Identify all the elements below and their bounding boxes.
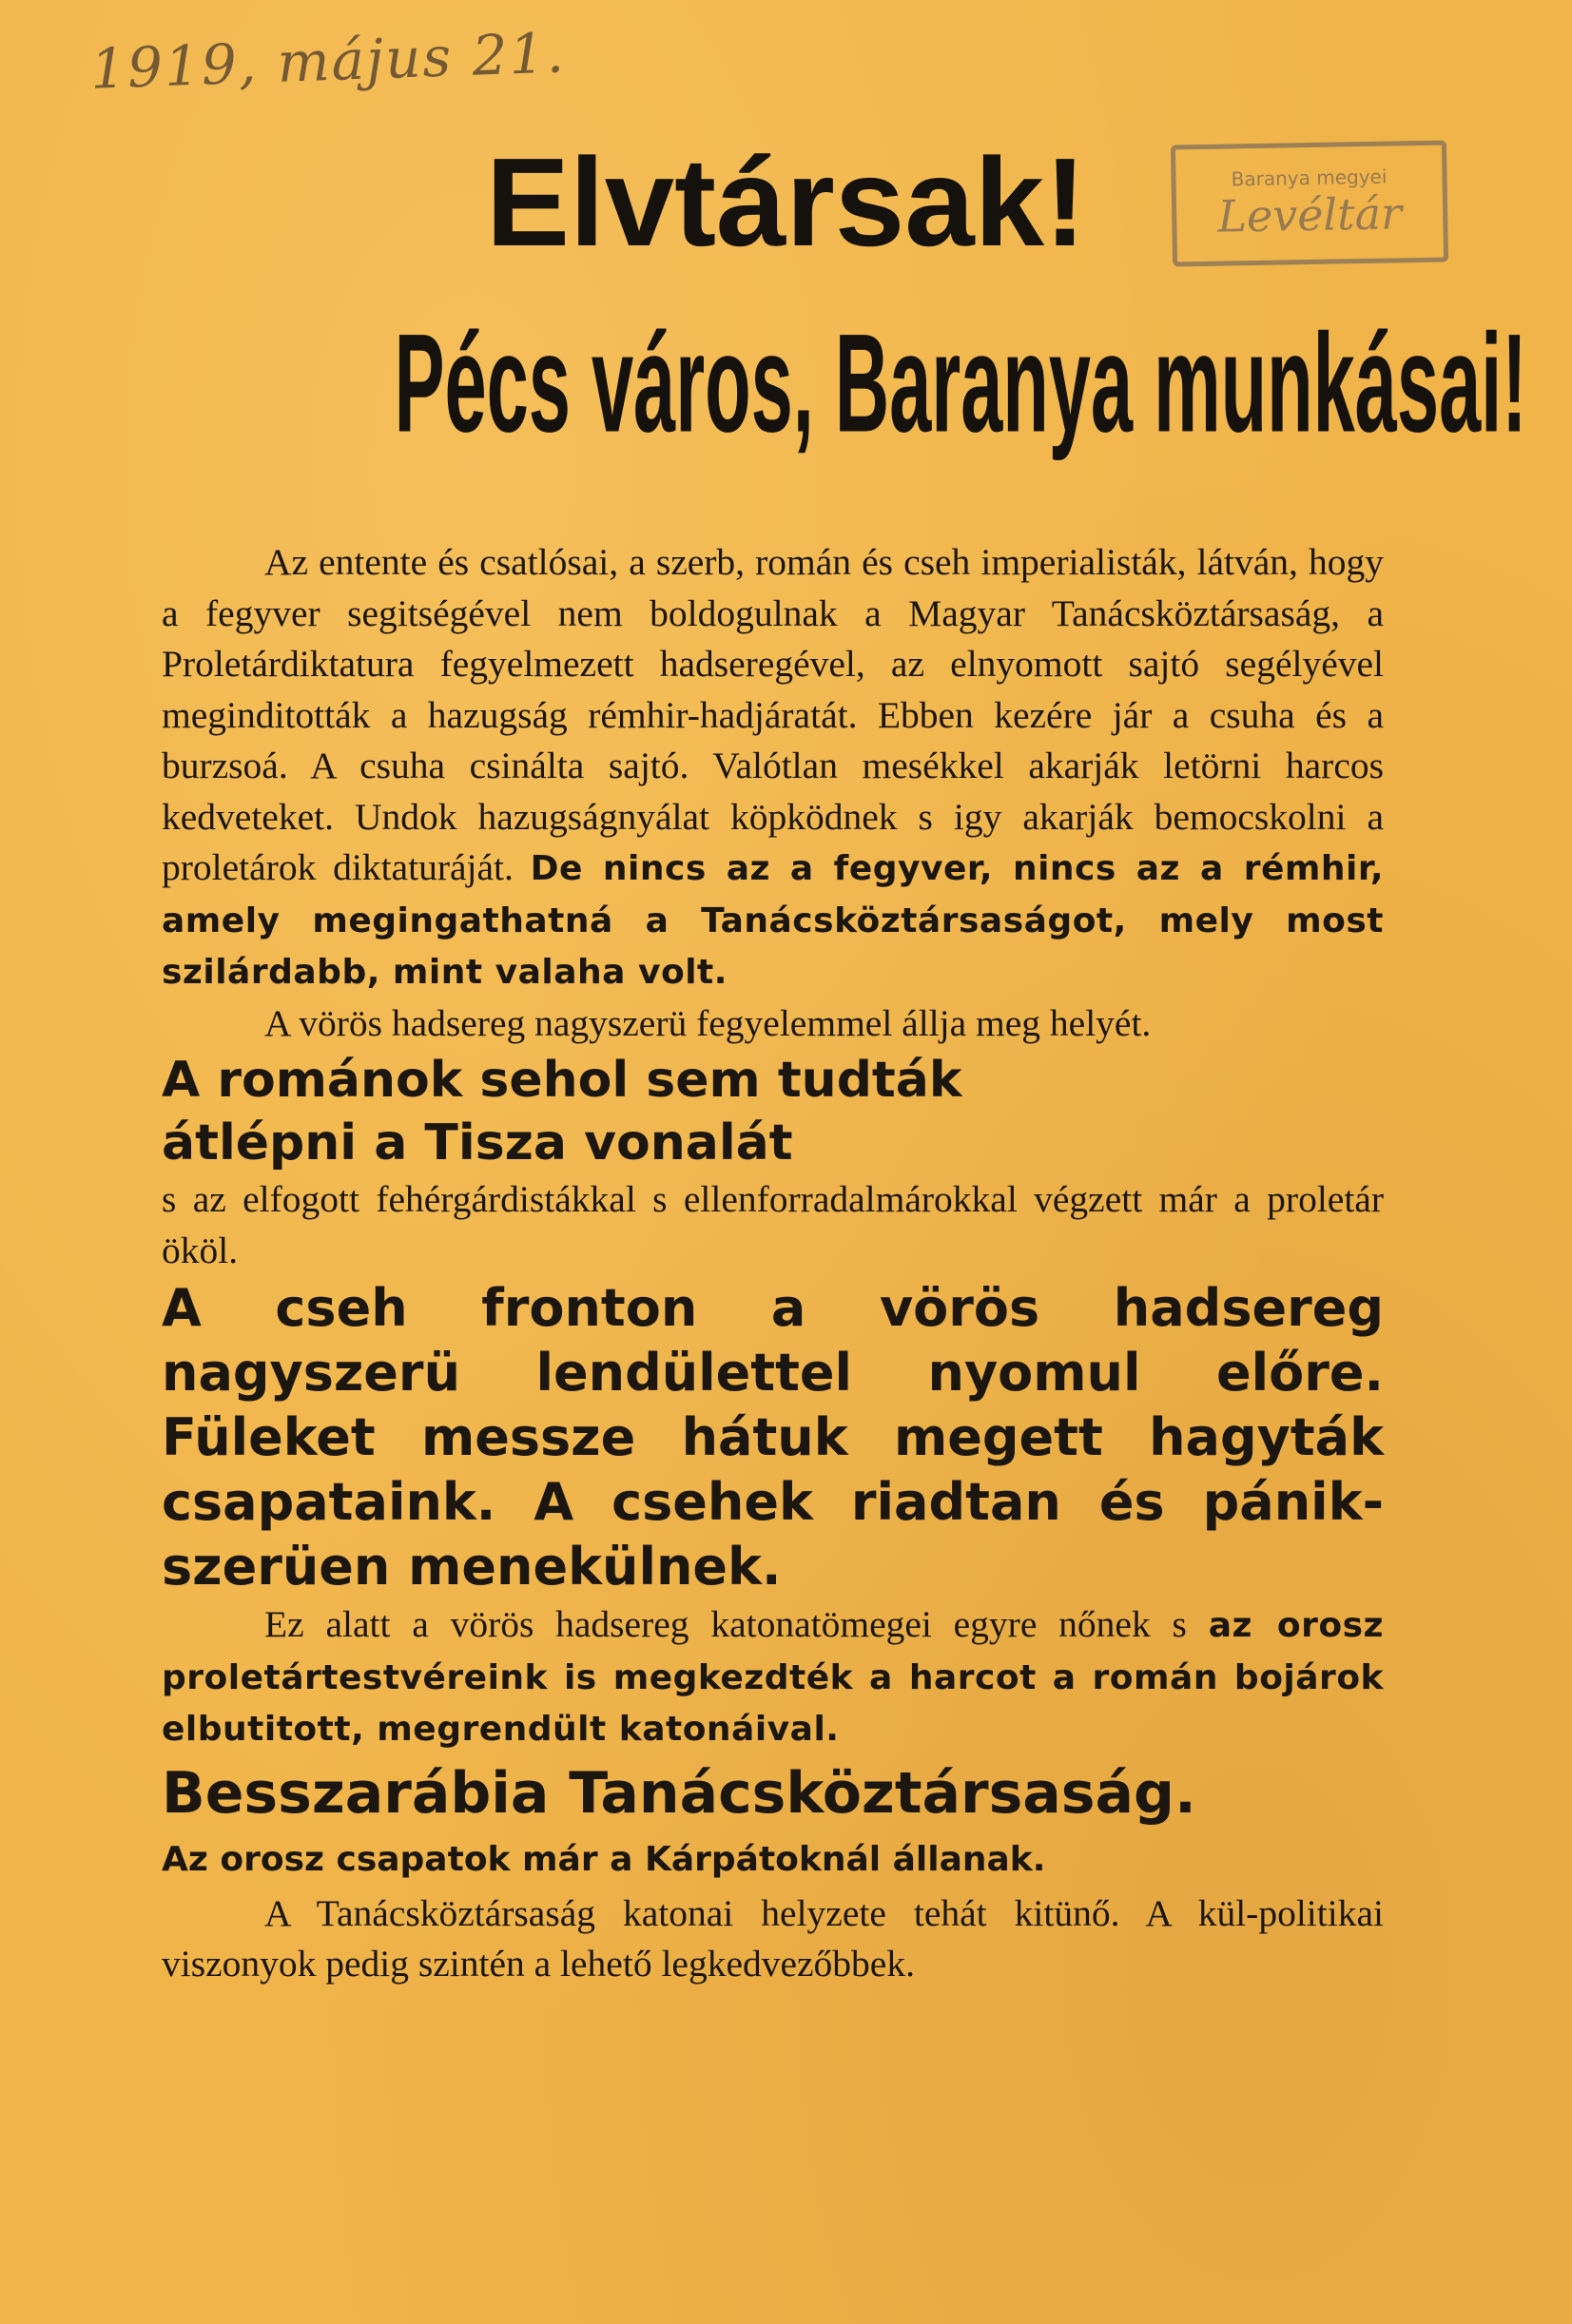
stamp-top-text: Baranya megyei xyxy=(1231,165,1388,191)
page-title: Elvtársak! xyxy=(485,132,1087,272)
handwritten-date-note: 1919, május 21. xyxy=(88,20,567,102)
paragraph-1-bold: De nincs az a fegyver, nincs az a rémhir, amely megingathatná a Tanácsköztársaságot, mely most szilárdabb, mint valaha volt. xyxy=(162,849,1384,992)
paragraph-4-regular: Ez alatt a vörös hadsereg katonatömegei egyre nőnek s xyxy=(264,1603,1187,1645)
paragraph-4-bold: az orosz proletártestvéreink is megkezdték a harcot a román bojárok elbutitott, megrendült katonáival. xyxy=(162,1606,1384,1749)
paragraph-4 xyxy=(162,1599,1384,1755)
heading-romanok xyxy=(162,1049,1384,1174)
heading-romanok-line-1: A románok sehol sem tudták xyxy=(162,1052,962,1109)
document-body xyxy=(162,537,1384,1990)
paragraph-2: A vörös hadsereg nagyszerü fegyelemmel állja meg helyét. xyxy=(264,1001,1152,1044)
heading-romanok-line-2: átlépni a Tisza vonalát xyxy=(162,1114,793,1172)
heading-cseh-front: A cseh fronton a vörös hadsereg nagyszerü lendülettel nyomul előre. Füleket messze hátuk megett hagyták csapataink. A csehek riadtan és pánik-szerüen menekülnek. xyxy=(162,1278,1384,1597)
heading-orosz-csapatok: Az orosz csapatok már a Kárpátoknál állanak. xyxy=(162,1839,1046,1879)
paragraph-5: A Tanácsköztársaság katonai helyzete tehát kitünő. A kül-politikai viszonyok pedig szintén a lehető legkedvezőbbek. xyxy=(162,1891,1384,1985)
paragraph-1 xyxy=(162,537,1384,998)
page-subtitle: Pécs város, Baranya munkásai! xyxy=(394,305,1527,462)
stamp-main-text: Levéltár xyxy=(1216,187,1403,242)
heading-besszarabia: Besszarábia Tanácsköztársaság. xyxy=(162,1759,1196,1827)
paragraph-1-regular: Az entente és csatlósai, a szerb, román és cseh imperialisták, látván, hogy a fegyver segitségével nem boldogulnak a Magyar Tanácsköztársaság, a Proletárdiktatura fegyelmezett hadseregével, az elnyomott sajtó segélyével meginditották a hazugság rémhir-hadjáratát. Ebben kezére jár a csuha és a burzsoá. A csuha csinálta sajtó. Valótlan mesékkel akarják letörni harcos kedveteket. Undok hazugságnyálat köpködnek s igy akarják bemocskolni a proletárok diktaturáját. xyxy=(162,541,1384,888)
paragraph-3: s az elfogott fehérgárdistákkal s ellenforradalmárokkal végzett már a proletár ököl. xyxy=(162,1178,1384,1271)
